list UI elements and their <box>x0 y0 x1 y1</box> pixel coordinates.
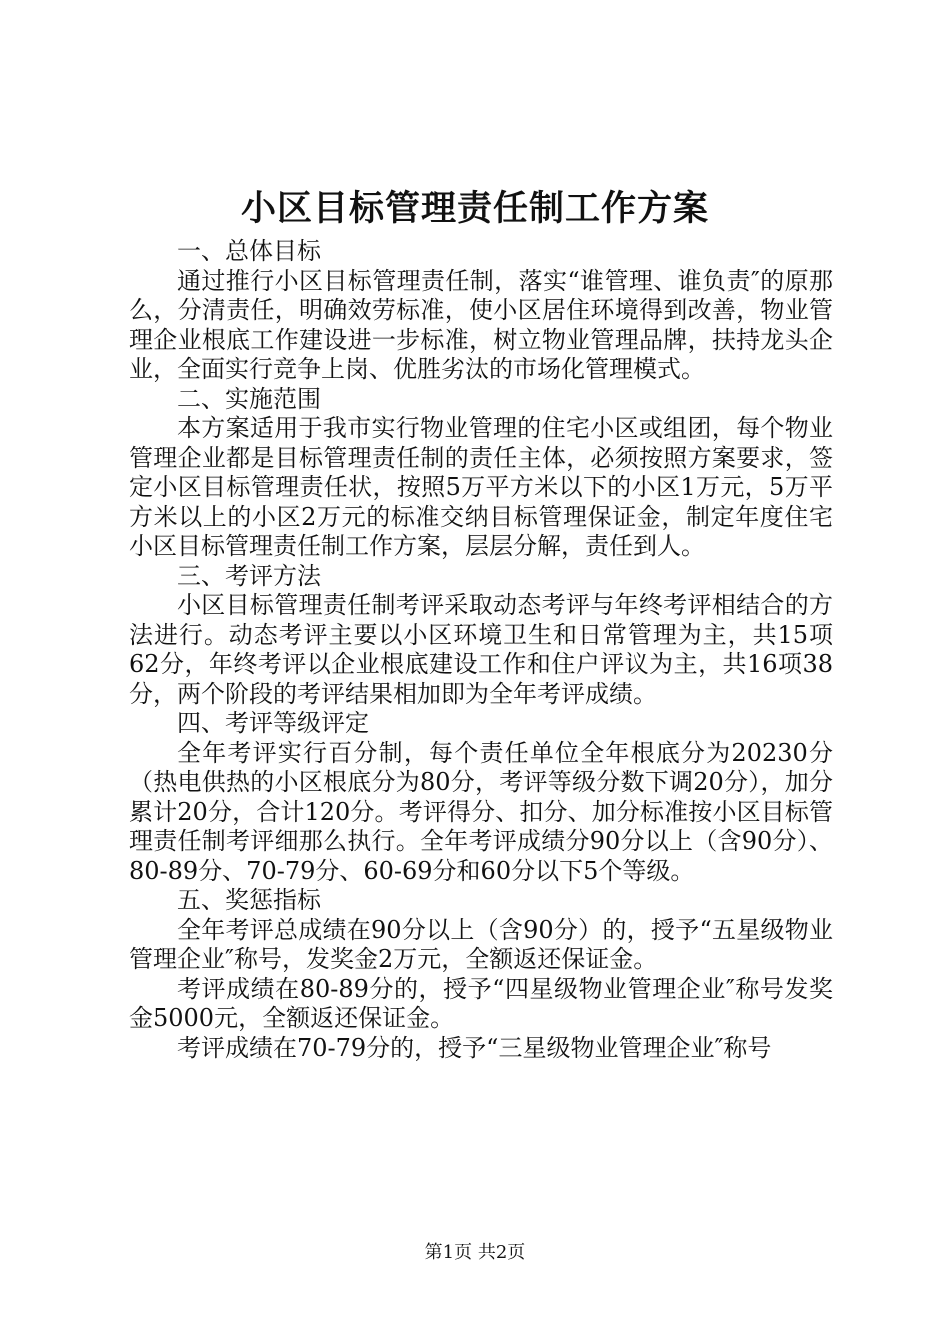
paragraph-reward-three-star: 考评成绩在70-79分的，授予“三星级物业管理企业″称号 <box>177 1033 772 1062</box>
section-heading-rewards: 五、奖惩指标 <box>177 886 321 914</box>
paragraph-grade-rating: 全年考评实行百分制，每个责任单位全年根底分为20230分（热电供热的小区根底分为80分，考评等级分数下调20分），加分累计20分，合计120分。考评得分、扣分、加分标准按小区目标管理责任制考评细那么执行。全年考评成绩分90分以上（含90分）、80-89分、70-79分、60-69分和60分以下5个等级。 <box>129 738 833 885</box>
document-title: 小区目标管理责任制工作方案 <box>240 188 709 229</box>
paragraph-reward-four-star: 考评成绩在80-89分的，授予“四星级物业管理企业″称号发奖金5000元，全额返还保证金。 <box>129 974 833 1032</box>
section-heading-grade-rating: 四、考评等级评定 <box>177 709 369 737</box>
paragraph-reward-five-star: 全年考评总成绩在90分以上（含90分）的，授予“五星级物业管理企业″称号，发奖金2万元，全额返还保证金。 <box>129 915 833 973</box>
paragraph-evaluation-method: 小区目标管理责任制考评采取动态考评与年终考评相结合的方法进行。动态考评主要以小区环境卫生和日常管理为主，共15项62分，年终考评以企业根底建设工作和住户评议为主，共16项38分，两个阶段的考评结果相加即为全年考评成绩。 <box>129 591 833 708</box>
section-heading-evaluation-method: 三、考评方法 <box>177 561 321 590</box>
page-number-footer: 第1页 共2页 <box>424 1242 526 1263</box>
paragraph-scope: 本方案适用于我市实行物业管理的住宅小区或组团，每个物业管理企业都是目标管理责任制的责任主体，必须按照方案要求，签定小区目标管理责任状，按照5万平方米以下的小区1万元，5万平方米以上的小区2万元的标准交纳目标管理保证金，制定年度住宅小区目标管理责任制工作方案，层层分解，责任到人。 <box>129 414 833 560</box>
section-heading-overall-goal: 一、总体目标 <box>177 237 321 265</box>
document-body <box>129 237 833 1063</box>
paragraph-overall-goal: 通过推行小区目标管理责任制，落实“谁管理、谁负责″的原那么，分清责任，明确效劳标准，使小区居住环境得到改善，物业管理企业根底工作建设进一步标准，树立物业管理品牌，扶持龙头企业，全面实行竞争上岗、优胜劣汰的市场化管理模式。 <box>129 266 833 383</box>
section-heading-scope: 二、实施范围 <box>177 384 321 413</box>
